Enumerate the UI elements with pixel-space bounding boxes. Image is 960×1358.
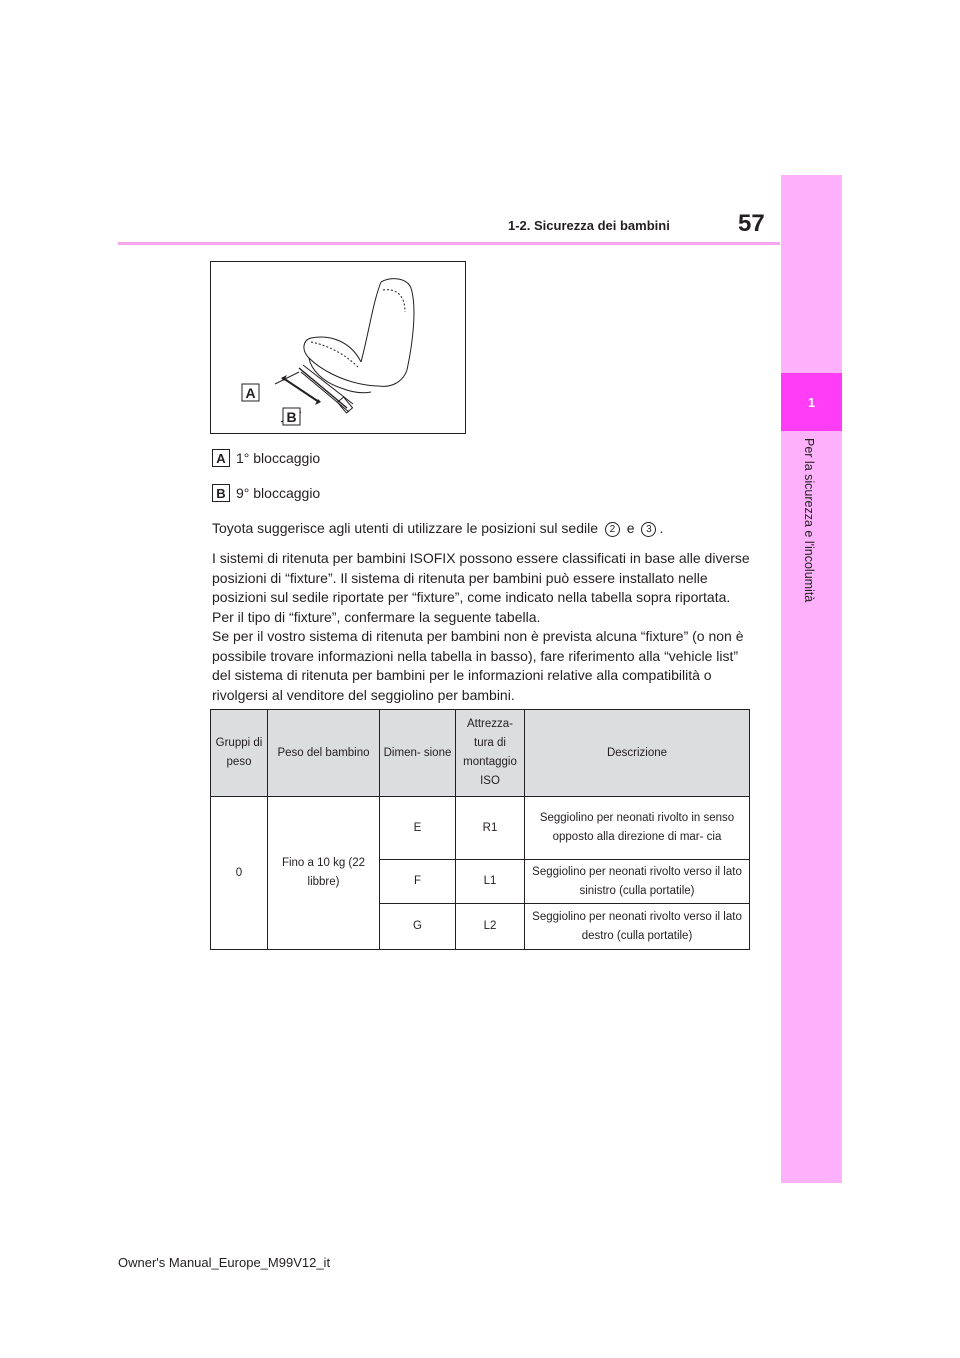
- legend-item-b: [212, 483, 320, 503]
- legend-tag-b: B: [212, 484, 230, 502]
- legend-text-a: 1° bloccaggio: [236, 450, 321, 466]
- isofix-paragraph: [212, 549, 752, 705]
- legend-item-a: [212, 448, 320, 468]
- paragraph-text: I sistemi di ritenuta per bambini ISOFIX possono essere classificati in base alle diverse posizioni di “fixture”. Il sistema di ritenuta per bambini può essere installato nelle posizioni sul sedile riportate per “fixture”, come indicato nella tabella sopra riportata. Per il tipo di “fixture”, confermare la seguente tabella.: [212, 550, 750, 625]
- recommendation-paragraph: [212, 519, 752, 539]
- header-description: Descrizione: [525, 710, 750, 797]
- child-weight-cell: Fino a 10 kg (22 libbre): [268, 797, 380, 950]
- header-size: Dimen- sione: [380, 710, 456, 797]
- size-cell: F: [380, 860, 456, 904]
- section-title: 1-2. Sicurezza dei bambini: [508, 218, 670, 233]
- iso-cell: L2: [456, 904, 525, 950]
- legend-tag-a: A: [212, 449, 230, 467]
- isofix-table: [210, 709, 750, 950]
- figure-tag-a: A: [245, 385, 256, 401]
- paragraph-text: e: [626, 520, 635, 536]
- paragraph-text: .: [659, 520, 664, 536]
- side-tab: [781, 175, 842, 1183]
- chapter-label: Per la sicurezza e l'incolumità: [802, 438, 816, 603]
- table-row: [211, 797, 750, 860]
- page-number: 57: [738, 210, 765, 237]
- description-cell: Seggiolino per neonati rivolto verso il lato sinistro (culla portatile): [525, 860, 750, 904]
- size-cell: E: [380, 797, 456, 860]
- paragraph-text: Toyota suggerisce agli utenti di utilizzare le posizioni sul sedile: [212, 520, 598, 536]
- footer-manual-id: Owner's Manual_Europe_M99V12_it: [118, 1255, 331, 1270]
- description-cell: Seggiolino per neonati rivolto in senso opposto alla direzione di mar- cia: [525, 797, 750, 860]
- seat-illustration: [210, 261, 466, 434]
- header-iso-fixture: Attrezza- tura di montaggio ISO: [456, 710, 525, 797]
- table-header-row: [211, 710, 750, 797]
- seat-number-3: 3: [641, 522, 656, 537]
- figure-tag-b: B: [286, 409, 297, 425]
- iso-cell: R1: [456, 797, 525, 860]
- seat-drawing: [211, 262, 465, 433]
- seat-number-2: 2: [605, 522, 620, 537]
- chapter-number: 1: [781, 373, 842, 431]
- legend-text-b: 9° bloccaggio: [236, 485, 321, 501]
- header-child-weight: Peso del bambino: [268, 710, 380, 797]
- description-cell: Seggiolino per neonati rivolto verso il lato destro (culla portatile): [525, 904, 750, 950]
- header-weight-group: Gruppi di peso: [211, 710, 268, 797]
- iso-cell: L1: [456, 860, 525, 904]
- size-cell: G: [380, 904, 456, 950]
- header-rule: [118, 242, 780, 245]
- paragraph-text: Se per il vostro sistema di ritenuta per bambini non è prevista alcuna “fixture” (o non è possibile trovare informazioni nella tabella in basso), fare riferimento alla “vehicle list” del sistema di ritenuta per bambini per le informazioni relative alla compatibilità o rivolgersi al venditore del seggiolino per bambini.: [212, 628, 744, 703]
- weight-group-cell: 0: [211, 797, 268, 950]
